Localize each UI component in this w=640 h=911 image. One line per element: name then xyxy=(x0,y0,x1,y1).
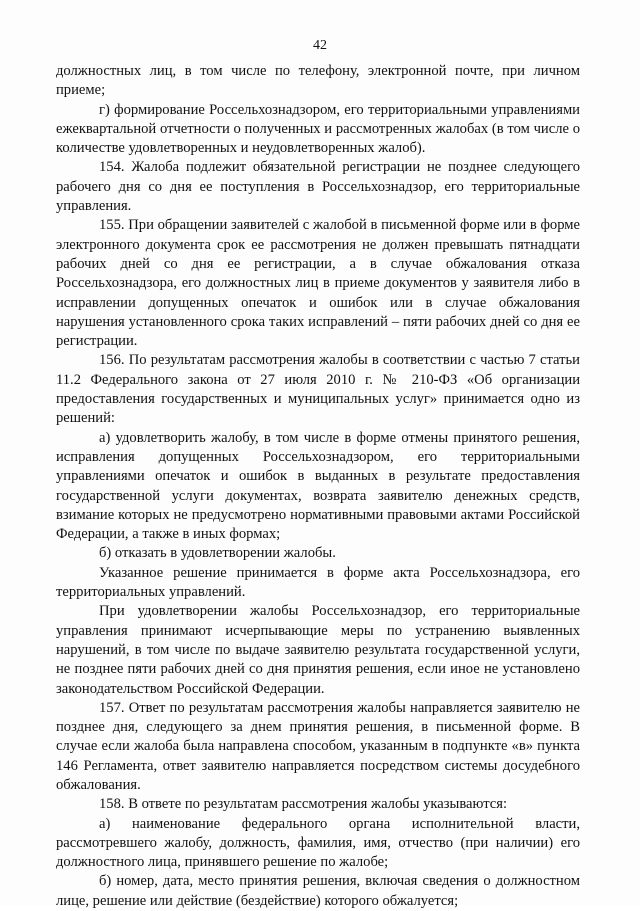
paragraph-decision-form: Указанное решение принимается в форме акта Россельхознадзора, его территориальных управлений. xyxy=(56,564,580,601)
document-body xyxy=(56,62,580,911)
paragraph-item-g: г) формирование Россельхознадзором, его территориальными управлениями ежеквартальной отчетности о полученных и рассмотренных жалобах (в том числе о количестве удовлетворенных и неудовлетворенных жалоб). xyxy=(56,101,580,157)
paragraph-154: 154. Жалоба подлежит обязательной регистрации не позднее следующего рабочего дня со дня ее поступления в Россельхознадзор, его территориальные управления. xyxy=(56,159,580,215)
paragraph-155: 155. При обращении заявителей с жалобой в письменной форме или в форме электронного документа срок ее рассмотрения не должен превышать пятнадцати рабочих дней со дня ее регистрации, а в случае обжалования отказа Россельхознадзора, его должностных лиц в приеме документов у заявителя либо в исправлении допущенных опечаток и ошибок или в случае обжалования нарушения установленного срока таких исправлений – пяти рабочих дней со дня ее регистрации. xyxy=(56,217,580,350)
paragraph-continuation: должностных лиц, в том числе по телефону, электронной почте, при личном приеме; xyxy=(56,63,580,99)
paragraph-157: 157. Ответ по результатам рассмотрения жалобы направляется заявителю не позднее дня, следующего за днем принятия решения, в письменной форме. В случае если жалоба была направлена способом, указанным в подпункте «в» пункта 146 Регламента, ответ заявителю направляется посредством системы досудебного обжалования. xyxy=(56,699,580,793)
paragraph-satisfaction-measures: При удовлетворении жалобы Россельхознадзор, его территориальные управления принимают исчерпывающие меры по устранению выявленных нарушений, в том числе по выдаче заявителю результата государственной услуги, не позднее пяти рабочих дней со дня принятия решения, если иное не установлено законодательством Российской Федерации. xyxy=(56,603,580,697)
paragraph-156: 156. По результатам рассмотрения жалобы в соответствии с частью 7 статьи 11.2 Федерального закона от 27 июля 2010 г. № 210-ФЗ «Об организации предоставления государственных и муниципальных услуг» принимается одно из решений: xyxy=(56,352,580,427)
page-number: 42 xyxy=(313,38,327,53)
paragraph-156-item-a: а) удовлетворить жалобу, в том числе в форме отмены принятого решения, исправления допущенных Россельхознадзором, его территориальными управлениями опечаток и ошибок в выданных в результате предоставления государственной услуги документах, возврата заявителю денежных средств, взимание которых не предусмотрено нормативными правовыми актами Российской Федерации, а также в иных формах; xyxy=(56,429,580,543)
paragraph-158: 158. В ответе по результатам рассмотрения жалобы указываются: xyxy=(99,796,508,813)
paragraph-156-item-b: б) отказать в удовлетворении жалобы. xyxy=(99,545,336,562)
paragraph-158-item-b: б) номер, дата, место принятия решения, включая сведения о должностном лице, решение или действие (бездействие) которого обжалуется; xyxy=(56,873,580,909)
paragraph-158-item-a: а) наименование федерального органа исполнительной власти, рассмотревшего жалобу, должность, фамилия, имя, отчество (при наличии) его должностного лица, принявшего решение по жалобе; xyxy=(56,815,580,871)
